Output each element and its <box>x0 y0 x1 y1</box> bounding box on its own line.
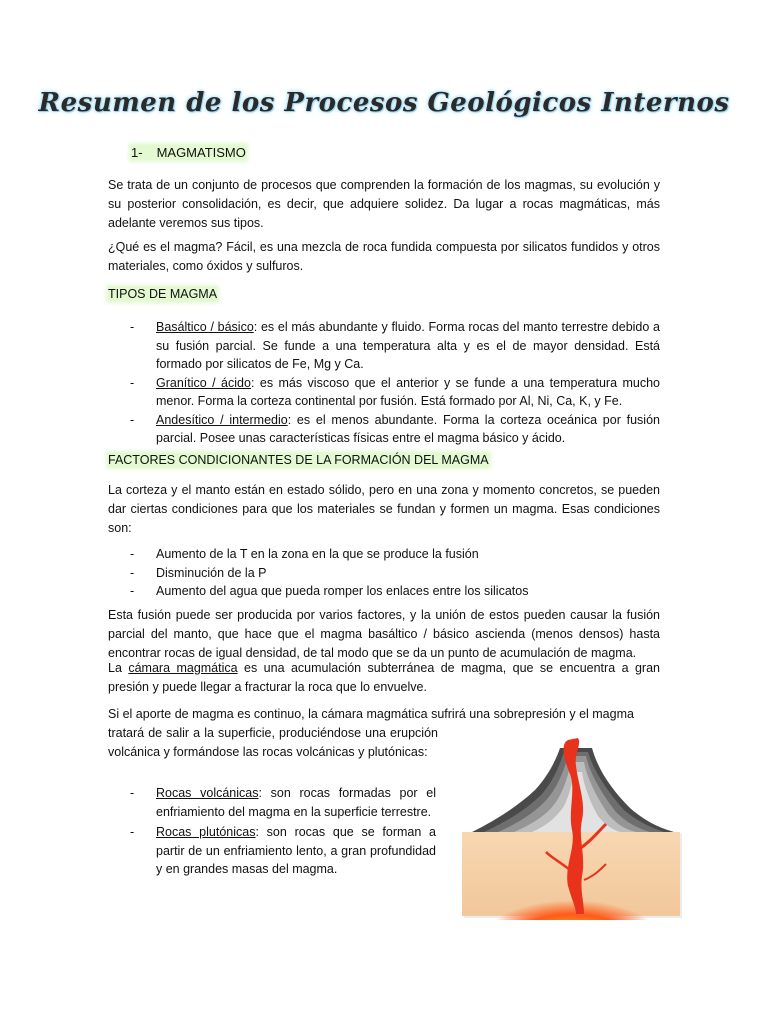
section-number: 1- <box>131 145 143 160</box>
page-title: Resumen de los Procesos Geológicos Internos <box>38 88 730 118</box>
list-item: - Andesítico / intermedio: es el menos abundante. Forma la corteza oceánica por fusión parcial. Posee unas características físicas entre el magma básico y ácido. <box>130 412 660 445</box>
factores-paragraph-1: La corteza y el manto están en estado sólido, pero en una zona y momento concretos, se pueden dar ciertas condiciones para que los materiales se fundan y formen un magma. Esas condiciones son: <box>108 483 660 535</box>
list-item: - Aumento de la T en la zona en la que se produce la fusión <box>130 547 479 561</box>
intro-paragraph-1: Se trata de un conjunto de procesos que comprenden la formación de los magmas, su evolución y su posterior consolidación, es decir, que adquiere solidez. Da lugar a rocas magmáticas, más adelante veremos sus tipos. <box>108 178 660 230</box>
list-item-text: : es el más abundante y fluido. Forma rocas del manto terrestre debido a su fusión parcial. Se funde a una temperatura alta y es el de mayor densidad. Está formado por silicatos de Fe, Mg y Ca. <box>156 320 660 371</box>
list-item: - Rocas volcánicas: son rocas formadas por el enfriamiento del magma en la superficie terrestre. <box>130 786 436 819</box>
list-item-text: : es el menos abundante. Forma la corteza oceánica por fusión parcial. Posee unas características físicas entre el magma básico y ácido. <box>156 412 660 445</box>
conditions-list <box>108 545 660 601</box>
factores-paragraph-3: La cámara magmática es una acumulación subterránea de magma, que se encuentra a gran presión y puede llegar a fracturar la roca que lo envuelve. <box>108 661 660 694</box>
magma-types-list <box>108 318 660 448</box>
list-item: - Rocas plutónicas: son rocas que se forman a partir de un enfriamiento lento, a gran profundidad y en grandes masas del magma. <box>130 825 436 876</box>
list-item-text: : son rocas formadas por el enfriamiento del magma en la superficie terrestre. <box>156 786 436 819</box>
subheading-factores: FACTORES CONDICIONANTES DE LA FORMACIÓN DEL MAGMA <box>108 453 489 467</box>
list-item-term: Rocas plutónicas <box>156 825 256 839</box>
list-item-text: : son rocas que se forman a partir de un enfriamiento lento, a gran profundidad y en grandes masas del magma. <box>156 825 436 876</box>
intro-paragraph-2: ¿Qué es el magma? Fácil, es una mezcla de roca fundida compuesta por silicatos fundidos y otros materiales, como óxidos y sulfuros. <box>108 240 660 273</box>
section-heading-text: MAGMATISMO <box>156 145 246 160</box>
list-item-term: Basáltico / básico <box>156 320 254 334</box>
rock-types-list <box>108 784 436 879</box>
subheading-tipos-de-magma: TIPOS DE MAGMA <box>108 287 218 301</box>
factores-paragraph-4-line1: Si el aporte de magma es continuo, la cámara magmática sufrirá una sobrepresión y el magma <box>108 707 634 721</box>
list-item: - Basáltico / básico: es el más abundante y fluido. Forma rocas del manto terrestre debido a su fusión parcial. Se funde a una temperatura alta y es el de mayor densidad. Está formado por silicatos de Fe, Mg y Ca. <box>130 320 660 371</box>
list-item: - Aumento del agua que pueda romper los enlaces entre los silicatos <box>130 584 529 598</box>
camara-magmatica-term: cámara magmática <box>128 661 238 675</box>
factores-paragraph-4-rest: tratará de salir a la superficie, produciéndose una erupción volcánica y formándose las rocas volcánicas y plutónicas: <box>108 726 438 759</box>
list-item-term: Andesítico / intermedio <box>156 412 288 427</box>
list-item-term: Rocas volcánicas <box>156 786 259 800</box>
list-item: - Granítico / ácido: es más viscoso que el anterior y se funde a una temperatura mucho menor. Forma la corteza continental por fusión. Está formado por Al, Ni, Ca, K, y Fe. <box>130 375 661 408</box>
factores-paragraph-2: Esta fusión puede ser producida por varios factores, y la unión de estos pueden causar la fusión parcial del manto, que hace que el magma basáltico / básico ascienda (menos densos) hasta encontrar rocas de igual densidad, de tal modo que se da un punto de acumulación de magma. <box>108 608 660 660</box>
list-item-text: : es más viscoso que el anterior y se funde a una temperatura mucho menor. Forma la corteza continental por fusión. Está formado por Al, Ni, Ca, K, y Fe. <box>156 375 661 408</box>
section-heading-magmatismo <box>131 145 246 160</box>
volcano-illustration <box>460 730 684 920</box>
list-item: - Disminución de la P <box>130 565 267 580</box>
list-item-term: Granítico / ácido <box>156 375 251 390</box>
